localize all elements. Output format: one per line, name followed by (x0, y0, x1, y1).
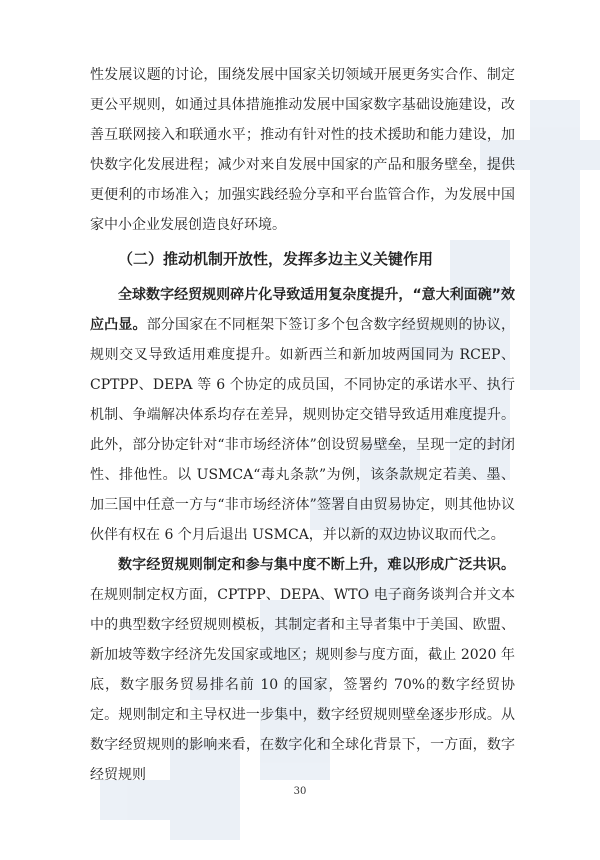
paragraph-concentration (90, 550, 515, 790)
paragraph-fragmentation (90, 280, 515, 550)
page-number: 30 (293, 786, 307, 797)
paragraph-body: 在规则制定权方面，CPTPP、DEPA、WTO 电子商务谈判合并文本中的典型数字经贸规则模板，其制定者和主导者集中于美国、欧盟、新加坡等数字经济先发国家或地区；规则参与度方面，截止 2020 年底，数字服务贸易排名前 10 的国家，签署约 70%的数字经贸协定。规则制定和主导权进一步集中，数字经贸规则壁垒逐步形成。从数字经贸规则的影响来看，在数字化和全球化背景下，一方面，数字经贸规则 (90, 587, 515, 783)
paragraph-body: 部分国家在不同框架下签订多个包含数字经贸规则的协议，规则交叉导致适用难度提升。如新西兰和新加坡两国同为 RCEP、CPTPP、DEPA 等 6 个协定的成员国，不同协定的承诺水平、执行机制、争端解决体系均存在差异，规则协定交错导致适用难度提升。此外，部分协定针对“非市场经济体”创设贸易壁垒，呈现一定的封闭性、排他性。以 USMCA“毒丸条款”为例，该条款规定若美、墨、加三国中任意一方与“非市场经济体”签署自由贸易协定，则其他协议伙伴有权在 6 个月后退出 USMCA，并以新的双边协议取而代之。 (90, 317, 516, 543)
paragraph-lead: 数字经贸规则制定和参与集中度不断上升，难以形成广泛共识。 (118, 557, 515, 573)
main-content (90, 60, 515, 790)
paragraph-continuation: 性发展议题的讨论，围绕发展中国家关切领域开展更务实合作、制定更公平规则，如通过具体措施推动发展中国家数字基础设施建设，改善互联网接入和联通水平；推动有针对性的技术援助和能力建设，加快数字化发展进程；减少对来自发展中国家的产品和服务壁垒，提供更便利的市场准入；加强实践经验分享和平台监管合作，为发展中国家中小企业发展创造良好环境。 (90, 67, 515, 233)
section-heading: （二）推动机制开放性，发挥多边主义关键作用 (118, 250, 434, 268)
paragraph-lead: 全球数字经贸规则碎片化导致适用复杂度提升，“意大利面碗”效应凸显。 (90, 287, 515, 333)
